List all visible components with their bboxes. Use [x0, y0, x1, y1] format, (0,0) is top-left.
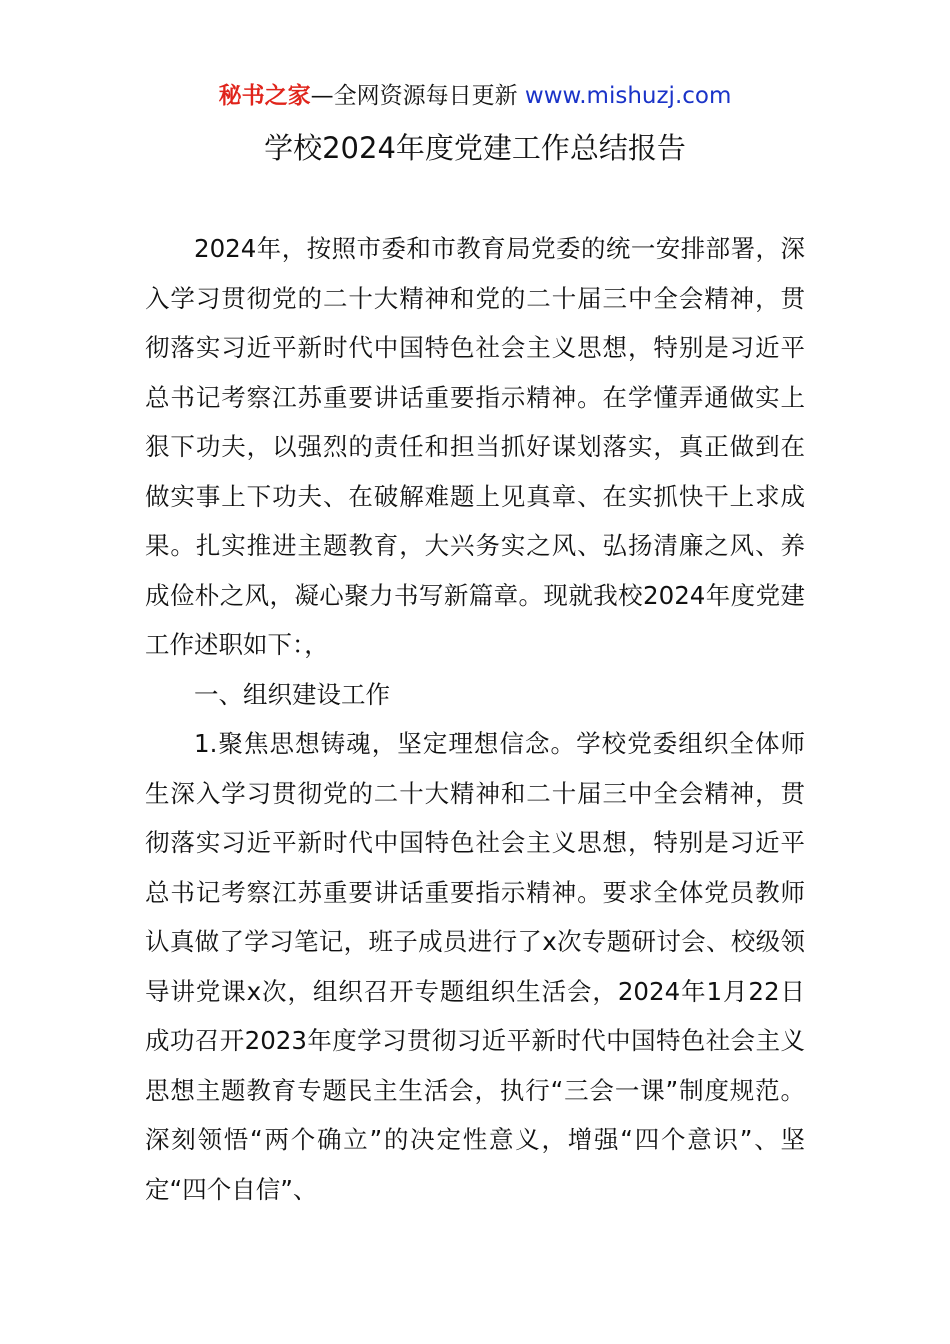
intro-paragraph: 2024年，按照市委和市教育局党委的统一安排部署，深入学习贯彻党的二十大精神和党的二十届三中全会精神，贯彻落实习近平新时代中国特色社会主义思想，特别是习近平总书记考察江苏重要讲话重要指示精神。在学懂弄通做实上狠下功夫，以强烈的责任和担当抓好谋划落实，真正做到在做实事上下功夫、在破解难题上见真章、在实抓快干上求成果。扎实推进主题教育，大兴务实之风、弘扬清廉之风、养成俭朴之风，凝心聚力书写新篇章。现就我校2024年度党建工作述职如下：， — [145, 234, 805, 659]
header-tagline: —全网资源每日更新 — [310, 83, 518, 109]
section-heading: 一、组织建设工作 — [194, 679, 390, 709]
document-body — [145, 224, 805, 1214]
document-title: 学校2024年度党建工作总结报告 — [264, 131, 686, 165]
site-url-link[interactable]: www.mishuzj.com — [524, 83, 732, 109]
site-header — [0, 80, 950, 112]
section-paragraph: 1.聚焦思想铸魂，坚定理想信念。学校党委组织全体师生深入学习贯彻党的二十大精神和二十届三中全会精神，贯彻落实习近平新时代中国特色社会主义思想，特别是习近平总书记考察江苏重要讲话重要指示精神。要求全体党员教师认真做了学习笔记，班子成员进行了x次专题研讨会、校级领导讲党课x次，组织召开专题组织生活会，2024年1月22日成功召开2023年度学习贯彻习近平新时代中国特色社会主义思想主题教育专题民主生活会，执行“三会一课”制度规范。深刻领悟“两个确立”的决定性意义，增强“四个意识”、坚定“四个自信”、 — [145, 729, 805, 1204]
brand-name: 秘书之家 — [218, 83, 311, 109]
